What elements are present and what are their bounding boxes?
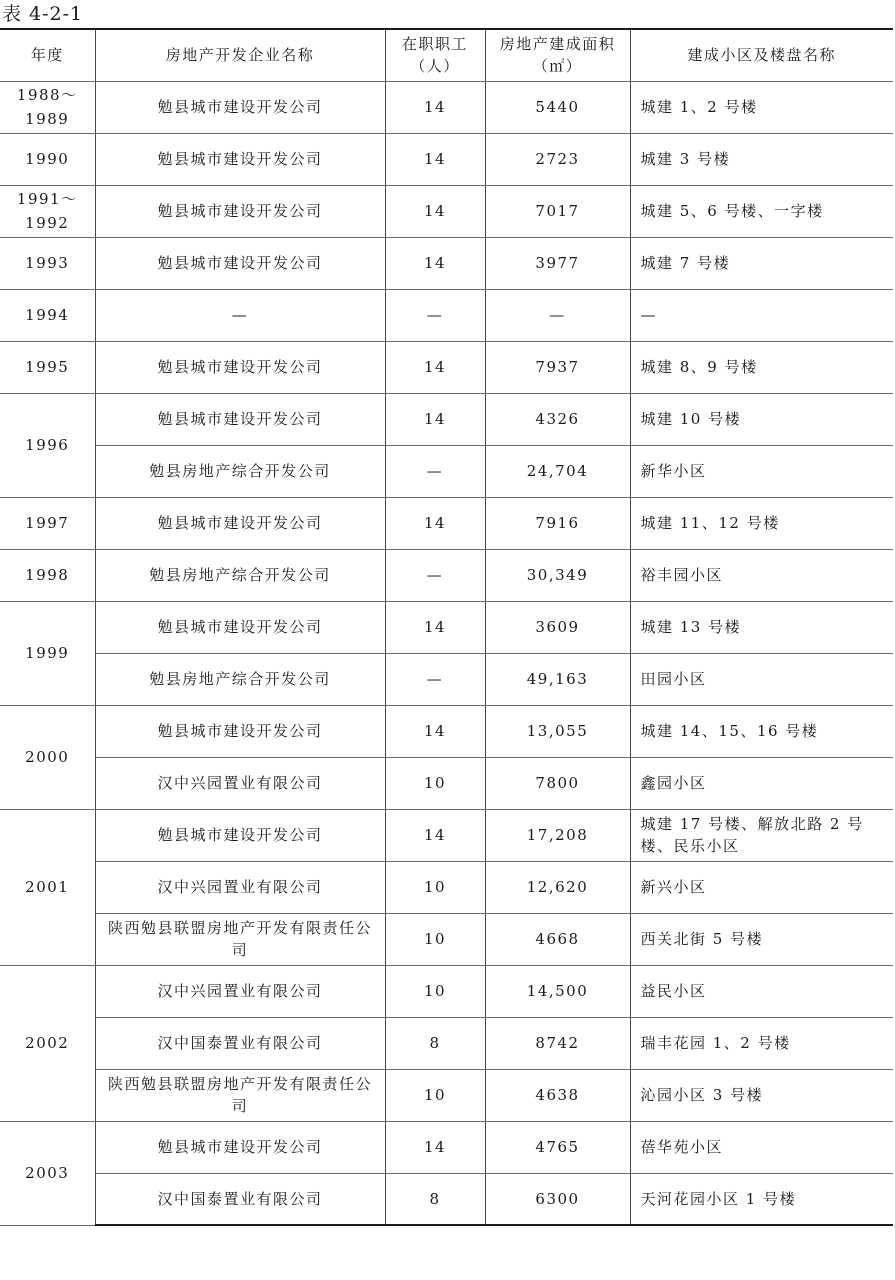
staff-cell: 14 — [385, 81, 485, 133]
staff-cell: — — [385, 445, 485, 497]
project-cell: 西关北街 5 号楼 — [630, 913, 893, 965]
table-row — [0, 653, 893, 705]
company-cell: 汉中国泰置业有限公司 — [95, 1173, 385, 1225]
area-cell: 3977 — [485, 237, 630, 289]
year-cell: 1998 — [0, 549, 95, 601]
area-cell: 12,620 — [485, 861, 630, 913]
company-cell: 勉县城市建设开发公司 — [95, 185, 385, 237]
company-cell: 勉县房地产综合开发公司 — [95, 445, 385, 497]
project-cell: 城建 14、15、16 号楼 — [630, 705, 893, 757]
company-cell: 勉县城市建设开发公司 — [95, 809, 385, 861]
year-cell: 1990 — [0, 133, 95, 185]
company-cell: 陕西勉县联盟房地产开发有限责任公司 — [95, 1069, 385, 1121]
year-cell: 1995 — [0, 341, 95, 393]
company-cell: 勉县房地产综合开发公司 — [95, 549, 385, 601]
staff-cell: 14 — [385, 601, 485, 653]
staff-cell: 14 — [385, 809, 485, 861]
staff-cell: 14 — [385, 497, 485, 549]
company-cell: 陕西勉县联盟房地产开发有限责任公司 — [95, 913, 385, 965]
table-row — [0, 185, 893, 237]
area-cell: 24,704 — [485, 445, 630, 497]
company-cell: 勉县城市建设开发公司 — [95, 393, 385, 445]
year-cell: 1993 — [0, 237, 95, 289]
table-row — [0, 809, 893, 861]
table-row — [0, 601, 893, 653]
company-cell: 勉县城市建设开发公司 — [95, 601, 385, 653]
project-cell: 城建 17 号楼、解放北路 2 号楼、民乐小区 — [630, 809, 893, 861]
table-row — [0, 81, 893, 133]
project-cell: 鑫园小区 — [630, 757, 893, 809]
year-cell: 1988～1989 — [0, 81, 95, 133]
area-cell: 4326 — [485, 393, 630, 445]
project-cell: 城建 7 号楼 — [630, 237, 893, 289]
area-cell: 5440 — [485, 81, 630, 133]
project-cell: 瑞丰花园 1、2 号楼 — [630, 1017, 893, 1069]
staff-cell: 8 — [385, 1017, 485, 1069]
company-cell: 勉县城市建设开发公司 — [95, 497, 385, 549]
company-cell: 勉县城市建设开发公司 — [95, 81, 385, 133]
area-cell: 14,500 — [485, 965, 630, 1017]
staff-cell: 14 — [385, 341, 485, 393]
real-estate-table — [0, 28, 893, 1226]
company-cell: 勉县城市建设开发公司 — [95, 705, 385, 757]
staff-cell: 10 — [385, 1069, 485, 1121]
year-cell: 1996 — [0, 393, 95, 497]
project-cell: 城建 11、12 号楼 — [630, 497, 893, 549]
table-row — [0, 965, 893, 1017]
staff-cell: 8 — [385, 1173, 485, 1225]
area-cell: 6300 — [485, 1173, 630, 1225]
area-cell: 30,349 — [485, 549, 630, 601]
project-cell: 沁园小区 3 号楼 — [630, 1069, 893, 1121]
table-row — [0, 1121, 893, 1173]
project-cell: 新华小区 — [630, 445, 893, 497]
area-cell: 3609 — [485, 601, 630, 653]
area-cell: — — [485, 289, 630, 341]
project-cell: 天河花园小区 1 号楼 — [630, 1173, 893, 1225]
table-row — [0, 237, 893, 289]
company-cell: — — [95, 289, 385, 341]
year-cell: 1999 — [0, 601, 95, 705]
year-cell: 1994 — [0, 289, 95, 341]
table-row — [0, 289, 893, 341]
table-row — [0, 133, 893, 185]
staff-cell: 10 — [385, 861, 485, 913]
table-row — [0, 393, 893, 445]
project-cell: 城建 5、6 号楼、一字楼 — [630, 185, 893, 237]
header-project: 建成小区及楼盘名称 — [630, 29, 893, 81]
project-cell: 新兴小区 — [630, 861, 893, 913]
area-cell: 4638 — [485, 1069, 630, 1121]
company-cell: 汉中兴园置业有限公司 — [95, 861, 385, 913]
staff-cell: 14 — [385, 705, 485, 757]
year-cell: 2001 — [0, 809, 95, 965]
header-year: 年度 — [0, 29, 95, 81]
staff-cell: 14 — [385, 133, 485, 185]
staff-cell: 10 — [385, 965, 485, 1017]
year-cell: 2003 — [0, 1121, 95, 1225]
project-cell: — — [630, 289, 893, 341]
project-cell: 城建 13 号楼 — [630, 601, 893, 653]
table-row — [0, 757, 893, 809]
area-cell: 49,163 — [485, 653, 630, 705]
area-cell: 13,055 — [485, 705, 630, 757]
header-company: 房地产开发企业名称 — [95, 29, 385, 81]
staff-cell: 14 — [385, 393, 485, 445]
area-cell: 8742 — [485, 1017, 630, 1069]
header-row — [0, 29, 893, 81]
year-cell: 2002 — [0, 965, 95, 1121]
area-cell: 4765 — [485, 1121, 630, 1173]
company-cell: 勉县城市建设开发公司 — [95, 341, 385, 393]
table-row — [0, 913, 893, 965]
area-cell: 2723 — [485, 133, 630, 185]
project-cell: 城建 1、2 号楼 — [630, 81, 893, 133]
staff-cell: 14 — [385, 1121, 485, 1173]
staff-cell: 10 — [385, 913, 485, 965]
project-cell: 田园小区 — [630, 653, 893, 705]
staff-cell: 10 — [385, 757, 485, 809]
table-row — [0, 497, 893, 549]
area-cell: 4668 — [485, 913, 630, 965]
project-cell: 蓓华苑小区 — [630, 1121, 893, 1173]
company-cell: 汉中国泰置业有限公司 — [95, 1017, 385, 1069]
area-cell: 7937 — [485, 341, 630, 393]
staff-cell: 14 — [385, 185, 485, 237]
year-cell: 1991～1992 — [0, 185, 95, 237]
project-cell: 城建 3 号楼 — [630, 133, 893, 185]
table-row — [0, 1017, 893, 1069]
table-row — [0, 705, 893, 757]
header-area: 房地产建成面积（㎡） — [485, 29, 630, 81]
area-cell: 7017 — [485, 185, 630, 237]
company-cell: 勉县城市建设开发公司 — [95, 133, 385, 185]
area-cell: 17,208 — [485, 809, 630, 861]
table-caption: 表 4-2-1 — [2, 3, 84, 25]
table-row — [0, 1173, 893, 1225]
staff-cell: — — [385, 289, 485, 341]
project-cell: 城建 8、9 号楼 — [630, 341, 893, 393]
table-row — [0, 341, 893, 393]
project-cell: 益民小区 — [630, 965, 893, 1017]
year-cell: 1997 — [0, 497, 95, 549]
staff-cell: 14 — [385, 237, 485, 289]
staff-cell: — — [385, 549, 485, 601]
year-cell: 2000 — [0, 705, 95, 809]
company-cell: 勉县城市建设开发公司 — [95, 1121, 385, 1173]
company-cell: 勉县城市建设开发公司 — [95, 237, 385, 289]
company-cell: 勉县房地产综合开发公司 — [95, 653, 385, 705]
table-row — [0, 549, 893, 601]
project-cell: 城建 10 号楼 — [630, 393, 893, 445]
staff-cell: — — [385, 653, 485, 705]
table-row — [0, 445, 893, 497]
header-staff: 在职职工（人） — [385, 29, 485, 81]
company-cell: 汉中兴园置业有限公司 — [95, 965, 385, 1017]
table-row — [0, 861, 893, 913]
area-cell: 7916 — [485, 497, 630, 549]
company-cell: 汉中兴园置业有限公司 — [95, 757, 385, 809]
table-row — [0, 1069, 893, 1121]
project-cell: 裕丰园小区 — [630, 549, 893, 601]
area-cell: 7800 — [485, 757, 630, 809]
